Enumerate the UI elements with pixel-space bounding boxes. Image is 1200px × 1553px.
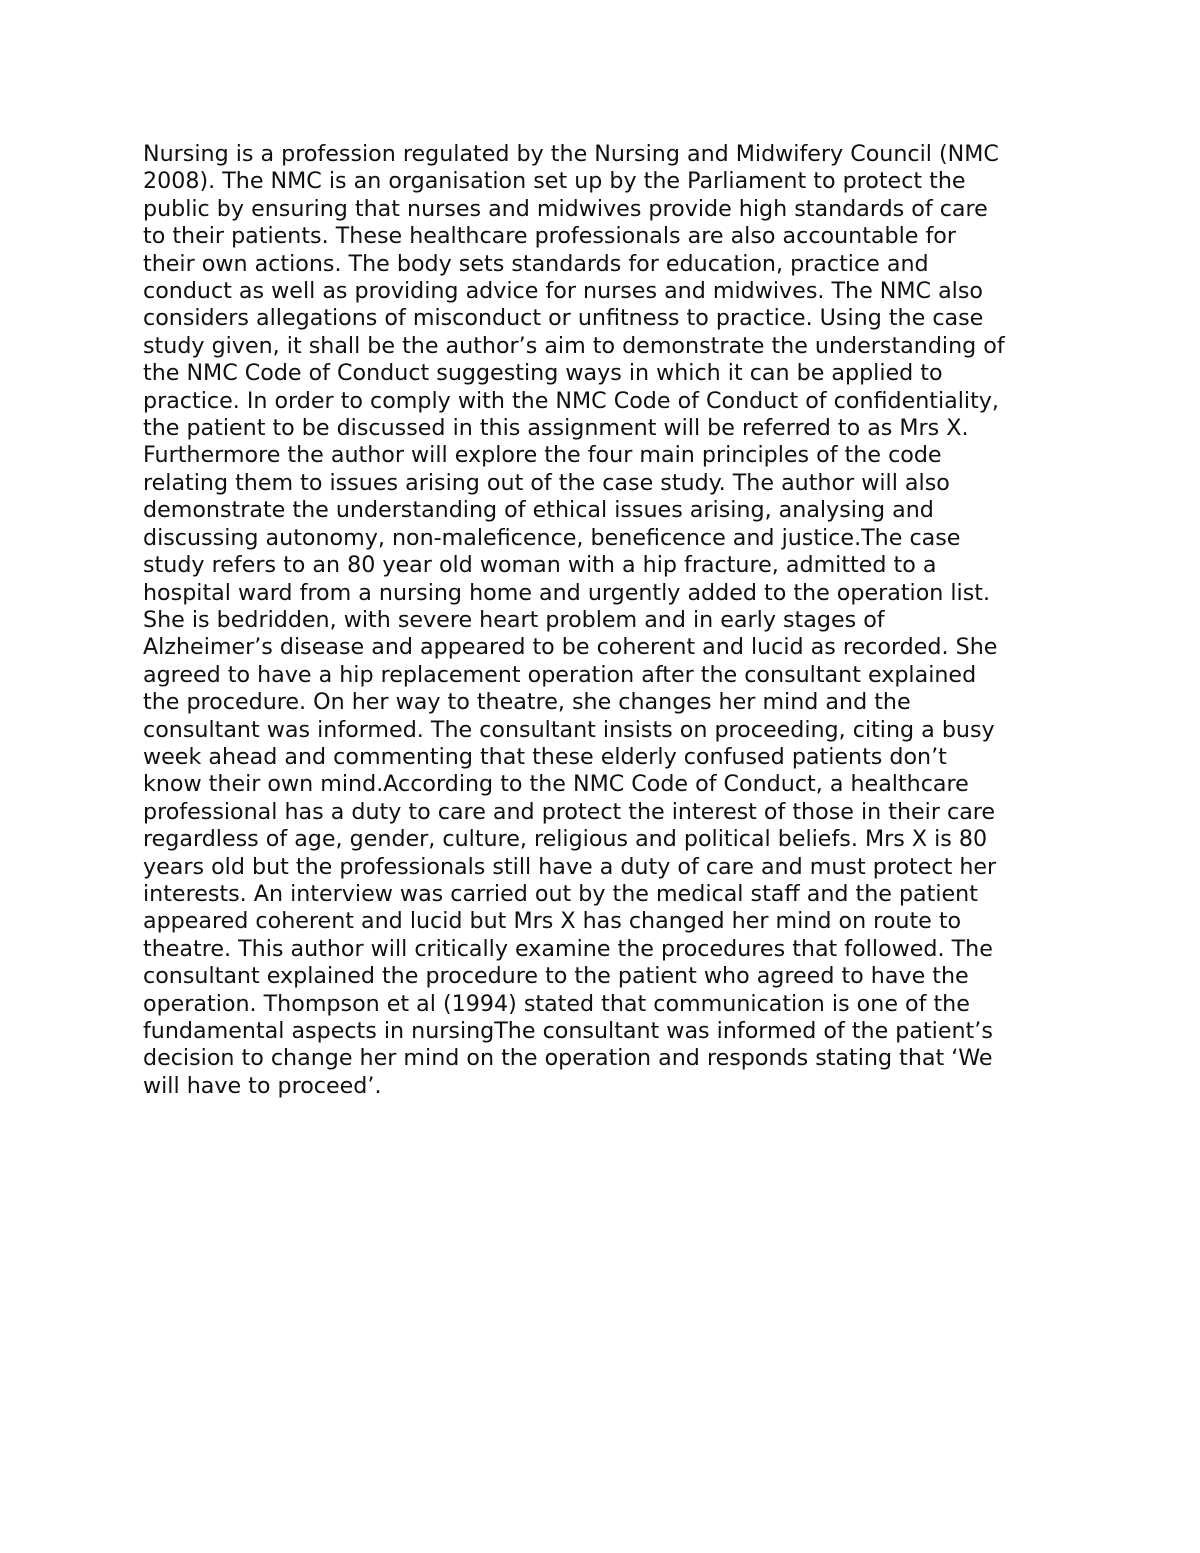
- text-line: study given, it shall be the author’s aim to demonstrate the understanding of: [143, 332, 1005, 359]
- text-line: years old but the professionals still have a duty of care and must protect her: [143, 853, 997, 880]
- text-line: Furthermore the author will explore the four main principles of the code: [143, 442, 942, 469]
- body-text: [143, 141, 1068, 1100]
- text-line: to their patients. These healthcare professionals are also accountable for: [143, 223, 956, 250]
- text-line: know their own mind.According to the NMC Code of Conduct, a healthcare: [143, 771, 969, 798]
- text-line: week ahead and commenting that these elderly confused patients don’t: [143, 743, 947, 770]
- text-line: Alzheimer’s disease and appeared to be coherent and lucid as recorded. She: [143, 634, 998, 661]
- text-line: conduct as well as providing advice for nurses and midwives. The NMC also: [143, 278, 983, 305]
- text-line: professional has a duty to care and protect the interest of those in their care: [143, 798, 996, 825]
- text-line: consultant explained the procedure to the patient who agreed to have the: [143, 963, 969, 990]
- text-line: the NMC Code of Conduct suggesting ways in which it can be applied to: [143, 360, 943, 387]
- text-line: the patient to be discussed in this assignment will be referred to as Mrs X.: [143, 415, 969, 442]
- text-line: their own actions. The body sets standards for education, practice and: [143, 250, 929, 277]
- text-line: practice. In order to comply with the NMC Code of Conduct of confidentiality,: [143, 387, 999, 414]
- text-line: agreed to have a hip replacement operation after the consultant explained: [143, 661, 977, 688]
- text-line: relating them to issues arising out of the case study. The author will also: [143, 469, 950, 496]
- text-line: theatre. This author will critically examine the procedures that followed. The: [143, 935, 993, 962]
- text-line: regardless of age, gender, culture, religious and political beliefs. Mrs X is 80: [143, 826, 988, 853]
- text-line: the procedure. On her way to theatre, she changes her mind and the: [143, 689, 911, 716]
- text-line: discussing autonomy, non-maleficence, beneficence and justice.The case: [143, 524, 961, 551]
- text-line: appeared coherent and lucid but Mrs X has changed her mind on route to: [143, 908, 962, 935]
- text-line: demonstrate the understanding of ethical issues arising, analysing and: [143, 497, 934, 524]
- text-line: hospital ward from a nursing home and urgently added to the operation list.: [143, 579, 991, 606]
- text-line: fundamental aspects in nursingThe consultant was informed of the patient’s: [143, 1018, 993, 1044]
- text-line: 2008). The NMC is an organisation set up by the Parliament to protect the: [143, 168, 966, 195]
- text-line: Nursing is a profession regulated by the Nursing and Midwifery Council (NMC: [143, 141, 999, 167]
- text-line: operation. Thompson et al (1994) stated that communication is one of the: [143, 990, 970, 1017]
- text-line: will have to proceed’.: [143, 1072, 382, 1099]
- text-line: public by ensuring that nurses and midwives provide high standards of care: [143, 195, 988, 222]
- text-line: decision to change her mind on the operation and responds stating that ‘We: [143, 1045, 993, 1072]
- text-line: interests. An interview was carried out by the medical staff and the patient: [143, 880, 978, 907]
- text-line: consultant was informed. The consultant insists on proceeding, citing a busy: [143, 716, 995, 743]
- text-line: study refers to an 80 year old woman with a hip fracture, admitted to a: [143, 552, 937, 579]
- text-line: She is bedridden, with severe heart problem and in early stages of: [143, 606, 885, 633]
- text-line: considers allegations of misconduct or unfitness to practice. Using the case: [143, 305, 984, 332]
